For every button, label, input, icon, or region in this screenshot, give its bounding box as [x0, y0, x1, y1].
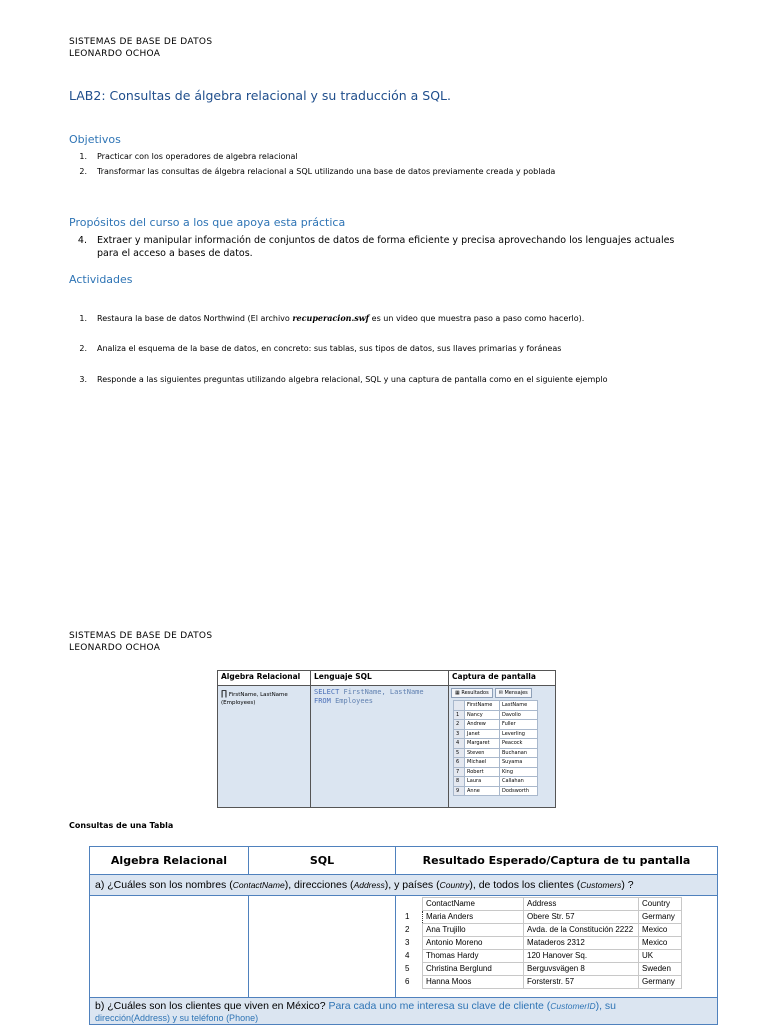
col-sql-header: SQL: [249, 847, 396, 875]
table-row: 4 Margaret Peacock: [454, 739, 538, 749]
tab-resultados: ▦ Resultados: [451, 688, 493, 698]
queries-table: [89, 846, 718, 1025]
col-algebra-header: Algebra Relacional: [90, 847, 249, 875]
example-results-grid: FirstName LastName 1 Nancy Davolio 2 Andrew Fuller 3 Janet Leverling 4 Margaret Peacock 5 Steven Buchanan 6 Michael Suyama 7 Robert King 8 Laura Callahan 9 Anne Dodsworth: [453, 700, 538, 796]
example-algebra-cell: ∏ FirstName, LastName (Employees): [218, 686, 311, 808]
example-table: [217, 670, 556, 808]
propositos-heading: Propósitos del curso a los que apoya esta práctica: [69, 216, 346, 229]
page-header-2: [69, 630, 212, 654]
table-row: 2 Ana Trujillo Avda. de la Constitución 2222 Mexico: [402, 924, 682, 937]
list-item: 1. Practicar con los operadores de algebra relacional: [79, 152, 298, 161]
table-row: 6 Hanna Moos Forsterstr. 57 Germany: [402, 976, 682, 989]
example-col-sql: Lenguaje SQL: [311, 671, 449, 686]
objetivos-heading: Objetivos: [69, 133, 121, 146]
list-item: 2. Transformar las consultas de álgebra relacional a SQL utilizando una base de datos previamente creada y poblada: [79, 167, 556, 176]
question-b: b) ¿Cuáles son los clientes que viven en México? Para cada uno me interesa su clave de cliente (CustomerID), su dirección(Address) y su teléfono (Phone): [90, 998, 718, 1025]
header-course: SISTEMAS DE BASE DE DATOS: [69, 37, 213, 47]
question-a: a) ¿Cuáles son los nombres (ContactName), direcciones (Address), y países (Country), de todos los clientes (Customers) ?: [90, 875, 718, 896]
example-sql-cell: SELECT FirstName, LastName FROM Employees: [311, 686, 449, 808]
answer-a-sql[interactable]: [249, 896, 396, 998]
table-row: 1 Nancy Davolio: [454, 710, 538, 720]
objetivos-list: [69, 151, 555, 177]
table-row: 2 Andrew Fuller: [454, 720, 538, 730]
document-title: LAB2: Consultas de álgebra relacional y su traducción a SQL.: [69, 88, 451, 103]
actividad-3: 3. Responde a las siguientes preguntas utilizando algebra relacional, SQL y una captura de pantalla como en el siguiente ejemplo: [79, 375, 608, 384]
table-row: 8 Laura Callahan: [454, 777, 538, 787]
propositos-item: 4. Extraer y manipular información de conjuntos de datos de forma eficiente y precisa aprovechando los lenguajes actuales para el acceso a bases de datos.: [77, 235, 675, 259]
actividad-1: 1. Restaura la base de datos Northwind (El archivo recuperacion.swf es un video que muestra paso a paso como hacerlo).: [79, 313, 585, 323]
example-col-algebra: Algebra Relacional: [218, 671, 311, 686]
example-screenshot-cell: [449, 686, 556, 808]
answer-a-result: [396, 896, 718, 998]
tab-mensajes: ✉ Mensajes: [495, 688, 532, 698]
consultas-heading: Consultas de una Tabla: [69, 821, 174, 830]
col-result-header: Resultado Esperado/Captura de tu pantalla: [396, 847, 718, 875]
table-row: 4 Thomas Hardy 120 Hanover Sq. UK: [402, 950, 682, 963]
actividad-2: 2. Analiza el esquema de la base de datos, en concreto: sus tablas, sus tipos de datos, sus llaves primarias y foráneas: [79, 344, 562, 353]
page-header: [69, 36, 212, 60]
example-col-screenshot: Captura de pantalla: [449, 671, 556, 686]
table-row: 6 Michael Suyama: [454, 758, 538, 768]
result-grid: ContactName Address Country 1 Maria Anders Obere Str. 57 Germany 2 Ana Trujillo Avda. de la Constitución 2222 Mexico 3 Antonio Moreno Mataderos 2312 Mexico 4 Thomas Hardy 120 Hanover Sq. UK 5 Christina Berglund Berguvsvägen 8 Sweden 6 Hanna Moos Forsterstr. 57 Germany: [402, 897, 682, 989]
table-row: 3 Janet Leverling: [454, 729, 538, 739]
table-row: 5 Steven Buchanan: [454, 748, 538, 758]
table-row: 3 Antonio Moreno Mataderos 2312 Mexico: [402, 937, 682, 950]
table-row: 1 Maria Anders Obere Str. 57 Germany: [402, 911, 682, 924]
table-row: 7 Robert King: [454, 767, 538, 777]
table-row: 5 Christina Berglund Berguvsvägen 8 Sweden: [402, 963, 682, 976]
header-author: LEONARDO OCHOA: [69, 643, 161, 653]
projection-symbol: ∏: [221, 689, 228, 698]
answer-a-algebra[interactable]: [90, 896, 249, 998]
header-course: SISTEMAS DE BASE DE DATOS: [69, 631, 213, 641]
header-author: LEONARDO OCHOA: [69, 49, 161, 59]
table-row: 9 Anne Dodsworth: [454, 786, 538, 796]
actividades-heading: Actividades: [69, 273, 133, 286]
